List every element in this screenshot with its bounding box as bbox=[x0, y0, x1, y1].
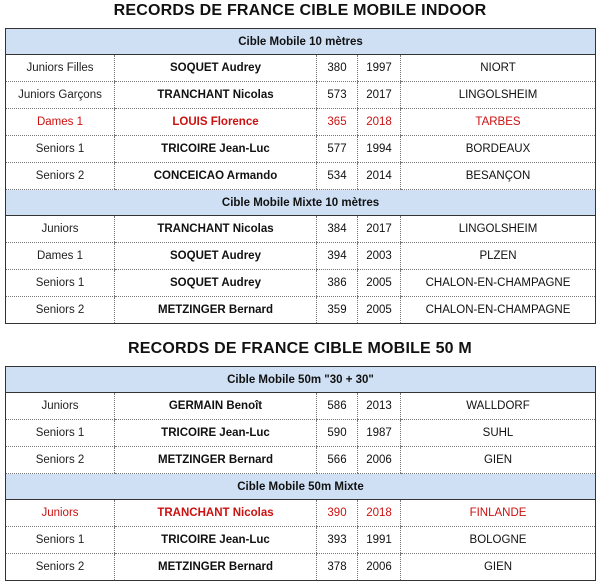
group-title: Cible Mobile 10 mètres bbox=[6, 29, 596, 55]
category-cell: Seniors 2 bbox=[6, 163, 115, 190]
athlete-cell: SOQUET Audrey bbox=[115, 243, 317, 270]
athlete-cell: TRICOIRE Jean-Luc bbox=[115, 420, 317, 447]
place-cell: NIORT bbox=[401, 55, 596, 82]
group-header bbox=[6, 190, 596, 216]
category-cell: Seniors 1 bbox=[6, 270, 115, 297]
category-cell: Juniors bbox=[6, 500, 115, 527]
category-cell: Juniors Filles bbox=[6, 55, 115, 82]
table-row bbox=[6, 270, 596, 297]
year-cell: 1997 bbox=[358, 55, 401, 82]
place-cell: GIEN bbox=[401, 447, 596, 474]
table-row bbox=[6, 243, 596, 270]
year-cell: 2013 bbox=[358, 393, 401, 420]
score-cell: 386 bbox=[317, 270, 358, 297]
place-cell: WALLDORF bbox=[401, 393, 596, 420]
athlete-cell: METZINGER Bernard bbox=[115, 554, 317, 581]
athlete-cell: METZINGER Bernard bbox=[115, 297, 317, 324]
score-cell: 534 bbox=[317, 163, 358, 190]
category-cell: Juniors Garçons bbox=[6, 82, 115, 109]
athlete-cell: CONCEICAO Armando bbox=[115, 163, 317, 190]
year-cell: 2006 bbox=[358, 447, 401, 474]
records-table-50m bbox=[5, 366, 596, 581]
year-cell: 2017 bbox=[358, 82, 401, 109]
athlete-cell: TRANCHANT Nicolas bbox=[115, 500, 317, 527]
score-cell: 365 bbox=[317, 109, 358, 136]
table-row bbox=[6, 447, 596, 474]
score-cell: 394 bbox=[317, 243, 358, 270]
athlete-cell: METZINGER Bernard bbox=[115, 447, 317, 474]
year-cell: 2014 bbox=[358, 163, 401, 190]
place-cell: LINGOLSHEIM bbox=[401, 216, 596, 243]
group-header bbox=[6, 474, 596, 500]
athlete-cell: TRICOIRE Jean-Luc bbox=[115, 527, 317, 554]
table-row bbox=[6, 216, 596, 243]
year-cell: 2005 bbox=[358, 270, 401, 297]
place-cell: BORDEAUX bbox=[401, 136, 596, 163]
group-title: Cible Mobile 50m "30 + 30" bbox=[6, 367, 596, 393]
year-cell: 2006 bbox=[358, 554, 401, 581]
table-row-highlighted bbox=[6, 500, 596, 527]
table-row bbox=[6, 82, 596, 109]
year-cell: 2018 bbox=[358, 109, 401, 136]
score-cell: 384 bbox=[317, 216, 358, 243]
place-cell: BESANÇON bbox=[401, 163, 596, 190]
table-row-highlighted bbox=[6, 109, 596, 136]
athlete-cell: SOQUET Audrey bbox=[115, 55, 317, 82]
score-cell: 390 bbox=[317, 500, 358, 527]
place-cell: SUHL bbox=[401, 420, 596, 447]
group-header bbox=[6, 29, 596, 55]
year-cell: 2003 bbox=[358, 243, 401, 270]
section-title-50m: RECORDS DE FRANCE CIBLE MOBILE 50 M bbox=[128, 340, 472, 357]
table-row bbox=[6, 163, 596, 190]
year-cell: 2018 bbox=[358, 500, 401, 527]
athlete-cell: SOQUET Audrey bbox=[115, 270, 317, 297]
table-row bbox=[6, 527, 596, 554]
athlete-cell: LOUIS Florence bbox=[115, 109, 317, 136]
athlete-cell: TRICOIRE Jean-Luc bbox=[115, 136, 317, 163]
category-cell: Seniors 2 bbox=[6, 297, 115, 324]
score-cell: 359 bbox=[317, 297, 358, 324]
table-row bbox=[6, 297, 596, 324]
category-cell: Juniors bbox=[6, 216, 115, 243]
place-cell: GIEN bbox=[401, 554, 596, 581]
category-cell: Seniors 1 bbox=[6, 527, 115, 554]
score-cell: 380 bbox=[317, 55, 358, 82]
group-header bbox=[6, 367, 596, 393]
year-cell: 1991 bbox=[358, 527, 401, 554]
place-cell: CHALON-EN-CHAMPAGNE bbox=[401, 270, 596, 297]
category-cell: Seniors 2 bbox=[6, 554, 115, 581]
athlete-cell: TRANCHANT Nicolas bbox=[115, 216, 317, 243]
category-cell: Juniors bbox=[6, 393, 115, 420]
group-title: Cible Mobile Mixte 10 mètres bbox=[6, 190, 596, 216]
section-title-indoor: RECORDS DE FRANCE CIBLE MOBILE INDOOR bbox=[113, 2, 487, 19]
records-table-indoor bbox=[5, 28, 596, 324]
year-cell: 2017 bbox=[358, 216, 401, 243]
score-cell: 590 bbox=[317, 420, 358, 447]
table-row bbox=[6, 554, 596, 581]
place-cell: BOLOGNE bbox=[401, 527, 596, 554]
score-cell: 566 bbox=[317, 447, 358, 474]
score-cell: 573 bbox=[317, 82, 358, 109]
group-title: Cible Mobile 50m Mixte bbox=[6, 474, 596, 500]
place-cell: FINLANDE bbox=[401, 500, 596, 527]
score-cell: 577 bbox=[317, 136, 358, 163]
year-cell: 2005 bbox=[358, 297, 401, 324]
place-cell: CHALON-EN-CHAMPAGNE bbox=[401, 297, 596, 324]
athlete-cell: TRANCHANT Nicolas bbox=[115, 82, 317, 109]
year-cell: 1987 bbox=[358, 420, 401, 447]
place-cell: TARBES bbox=[401, 109, 596, 136]
table-row bbox=[6, 55, 596, 82]
score-cell: 378 bbox=[317, 554, 358, 581]
year-cell: 1994 bbox=[358, 136, 401, 163]
score-cell: 393 bbox=[317, 527, 358, 554]
place-cell: PLZEN bbox=[401, 243, 596, 270]
category-cell: Seniors 1 bbox=[6, 420, 115, 447]
place-cell: LINGOLSHEIM bbox=[401, 82, 596, 109]
table-row bbox=[6, 136, 596, 163]
table-row bbox=[6, 393, 596, 420]
table-row bbox=[6, 420, 596, 447]
category-cell: Seniors 1 bbox=[6, 136, 115, 163]
category-cell: Seniors 2 bbox=[6, 447, 115, 474]
athlete-cell: GERMAIN Benoît bbox=[115, 393, 317, 420]
category-cell: Dames 1 bbox=[6, 109, 115, 136]
score-cell: 586 bbox=[317, 393, 358, 420]
category-cell: Dames 1 bbox=[6, 243, 115, 270]
